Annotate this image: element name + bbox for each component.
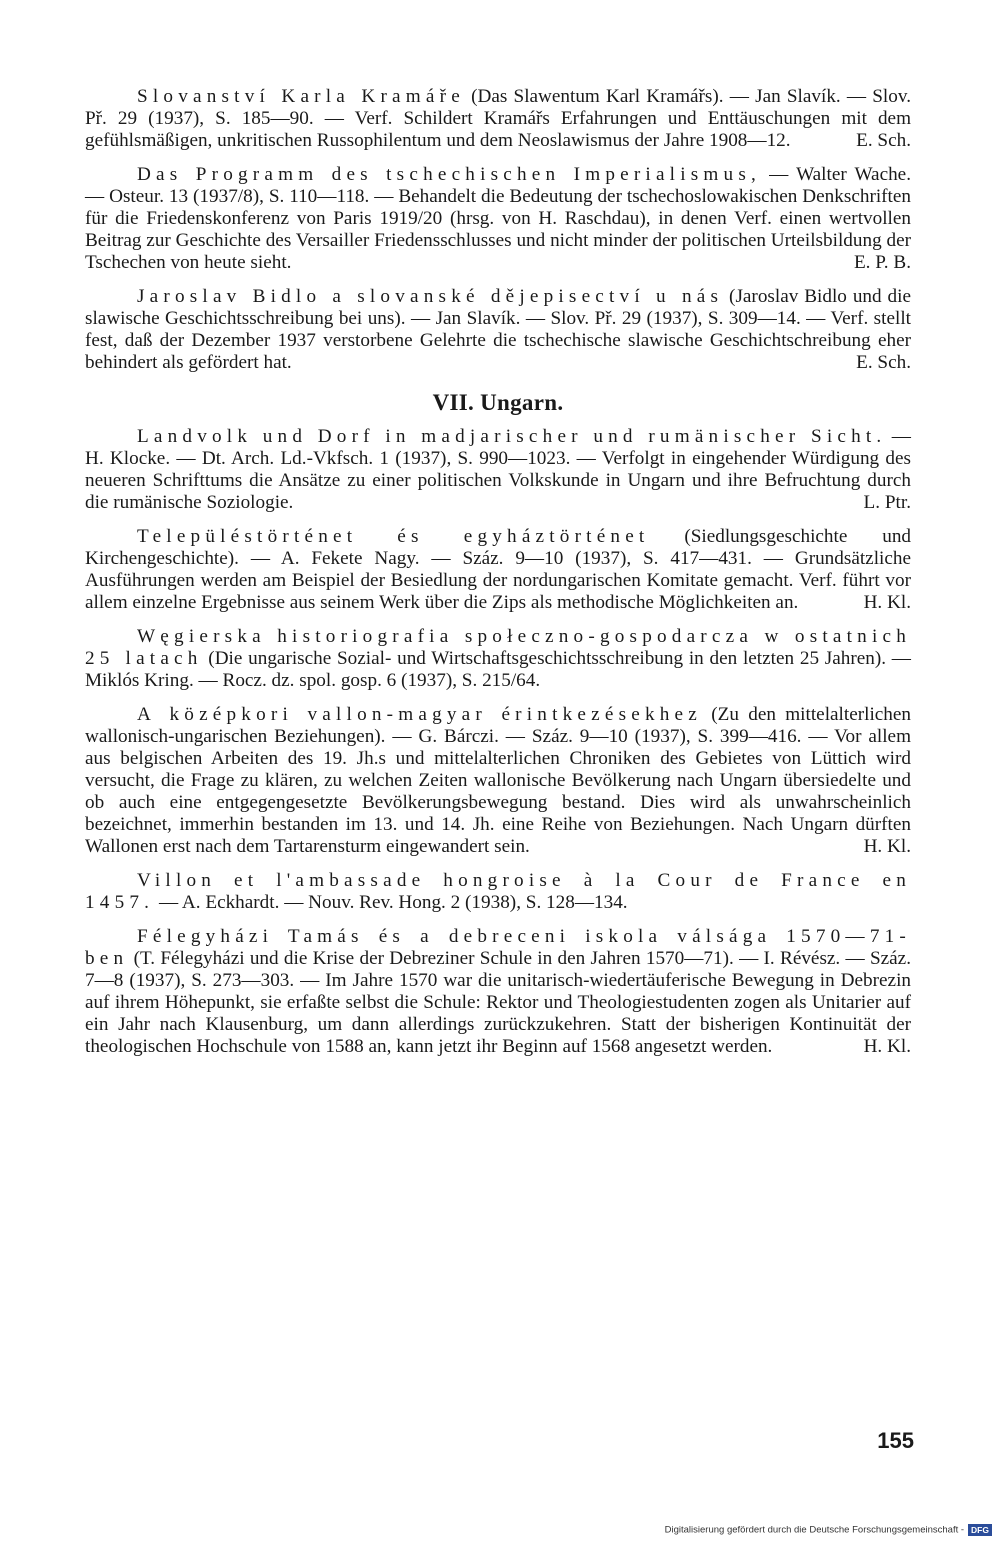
entry-text: (Das Slawentum Karl Kramářs). — Jan Slavík. — Slov. Př. 29 (1937), S. 185—90. — Verf. Schildert Kramářs Erfahrungen und Enttäuschungen mit dem gefühlsmäßigen, unkritischen Russophilentum und dem Neoslawismus der Jahre 1908—12.	[85, 86, 912, 151]
entry-list-top	[85, 86, 911, 374]
entry-text: — A. Eckhardt. — Nouv. Rev. Hong. 2 (1938), S. 128—134.	[154, 892, 628, 913]
entry-text: — H. Klocke. — Dt. Arch. Ld.-Vkfsch. 1 (1937), S. 990—1023. — Verfolgt in eingehender Würdigung des neueren Schrifttums die Ansätze zu einer politischen Volkskunde in Ungarn und ihre Befruchtung durch die rumänische Soziologie.	[85, 426, 911, 513]
bibliography-entry	[85, 526, 911, 614]
entry-signature: E. Sch.	[856, 352, 911, 373]
entry-text: (T. Félegyházi und die Krise der Debreziner Schule in den Jahren 1570—71). — I. Révész. — Száz. 7—8 (1937), S. 273—303. — Im Jahre 1570 war die unitarisch-wiedertäuferische Bewegung in Debrezin auf ihrem Höhepunkt, sie erfaßte selbst die Schule: Rektor und Theologiestudenten zogen als Unitarier auf ein Jahr nach Klausenburg, um dann allerdings zurückzukehren. Statt der bisherigen Kontinuität der theologischen Hochschule von 1588 an, kann jetzt ihr Beginn auf 1568 angesetzt werden.	[85, 948, 911, 1057]
entry-title: Településtörténet és egyháztörténet	[137, 526, 650, 547]
entry-text: — Walter Wache. — Osteur. 13 (1937/8), S. 110—118. — Behandelt die Bedeutung der tschechoslowakischen Denkschriften für die Friedenskonferenz von Paris 1919/20 (hrsg. von H. Raschdau), in denen Verf. einen wertvollen Beitrag zur Geschichte des Versailler Friedensschlusses und nicht minder der politischen Urteilsbildung der Tschechen von heute sieht.	[85, 164, 911, 273]
footer-text: Digitalisierung gefördert durch die Deutsche Forschungsgemeinschaft -	[664, 1524, 965, 1536]
digitization-footer	[540, 1524, 992, 1536]
bibliography-entry	[85, 164, 911, 274]
bibliography-entry	[85, 426, 911, 514]
entry-title: Slovanství Karla Kramáře	[137, 86, 465, 107]
entry-title: Félegyházi Tamás és a debreceni iskola válsága 1570—71-ben	[85, 926, 911, 969]
entry-title: A középkori vallon-magyar érintkezésekhez	[137, 704, 702, 725]
entry-signature: H. Kl.	[863, 592, 911, 613]
entry-signature: L. Ptr.	[863, 492, 911, 513]
entry-signature: H. Kl.	[863, 1036, 911, 1057]
entry-title: Jaroslav Bidlo a slovanské dějepisectví u nás	[137, 286, 724, 307]
entry-title: Villon et l'ambassade hongroise à la Cour de France en 1457.	[85, 870, 911, 913]
bibliography-entry	[85, 926, 911, 1058]
bibliography-entry	[85, 86, 911, 152]
section-heading: VII. Ungarn.	[432, 390, 564, 415]
bibliography-entry	[85, 626, 911, 692]
page-number: 155	[877, 1428, 914, 1453]
entry-text: (Jaroslav Bidlo und die slawische Geschichtsschreibung bei uns). — Jan Slavík. — Slov. Př. 29 (1937), S. 309—14. — Verf. stellt fest, daß der Dezember 1937 verstorbene Gelehrte die tschechische slawische Geschichtschreibung eher behindert als gefördert hat.	[85, 286, 911, 373]
entry-signature: E. Sch.	[856, 130, 911, 151]
bibliography-entry	[85, 704, 911, 858]
entry-text: (Die ungarische Sozial- und Wirtschaftsgeschichtsschreibung in den letzten 25 Jahren). — Miklós Kring. — Rocz. dz. spol. gosp. 6 (1937), S. 215/64.	[85, 648, 911, 691]
entry-list-bottom	[85, 426, 911, 1058]
entry-title: Węgierska historiografia społeczno-gospodarcza w ostatnich 25 latach	[85, 626, 911, 669]
entry-signature: H. Kl.	[863, 836, 911, 857]
page-body	[85, 86, 911, 1070]
dfg-logo: DFG	[968, 1524, 992, 1536]
entry-title: Landvolk und Dorf in madjarischer und rumänischer Sicht.	[137, 426, 887, 447]
entry-text: (Zu den mittelalterlichen wallonisch-ungarischen Beziehungen). — G. Bárczi. — Száz. 9—10 (1937), S. 399—416. — Vor allem aus belgischen Arbeiten des 19. Jh.s und mittelalterlichen Chroniken des Gebietes von Lüttich wird versucht, die Frage zu klären, zu welchen Zeiten wallonische Bevölkerung nach Ungarn übersiedelte und ob auch eine entgegengesetzte Bevölkerungsbewegung bestand. Dies wird als unwahrscheinlich bezeichnet, immerhin bestanden im 13. und 14. Jh. eine Reihe von Beziehungen. Nach Ungarn dürften Wallonen erst nach dem Tartarensturm eingewandert sein.	[85, 704, 911, 857]
entry-signature: E. P. B.	[853, 252, 911, 273]
entry-title: Das Programm des tschechischen Imperialismus,	[137, 164, 761, 185]
bibliography-entry	[85, 870, 911, 914]
bibliography-entry	[85, 286, 911, 374]
entry-text: (Siedlungsgeschichte und Kirchengeschichte). — A. Fekete Nagy. — Száz. 9—10 (1937), S. 417—431. — Grundsätzliche Ausführungen werden am Beispiel der Besiedlung der nordungarischen Komitate gemacht. Verf. führt vor allem einzelne Ergebnisse aus seinem Werk über die Zips als methodische Möglichkeiten an.	[85, 526, 912, 613]
